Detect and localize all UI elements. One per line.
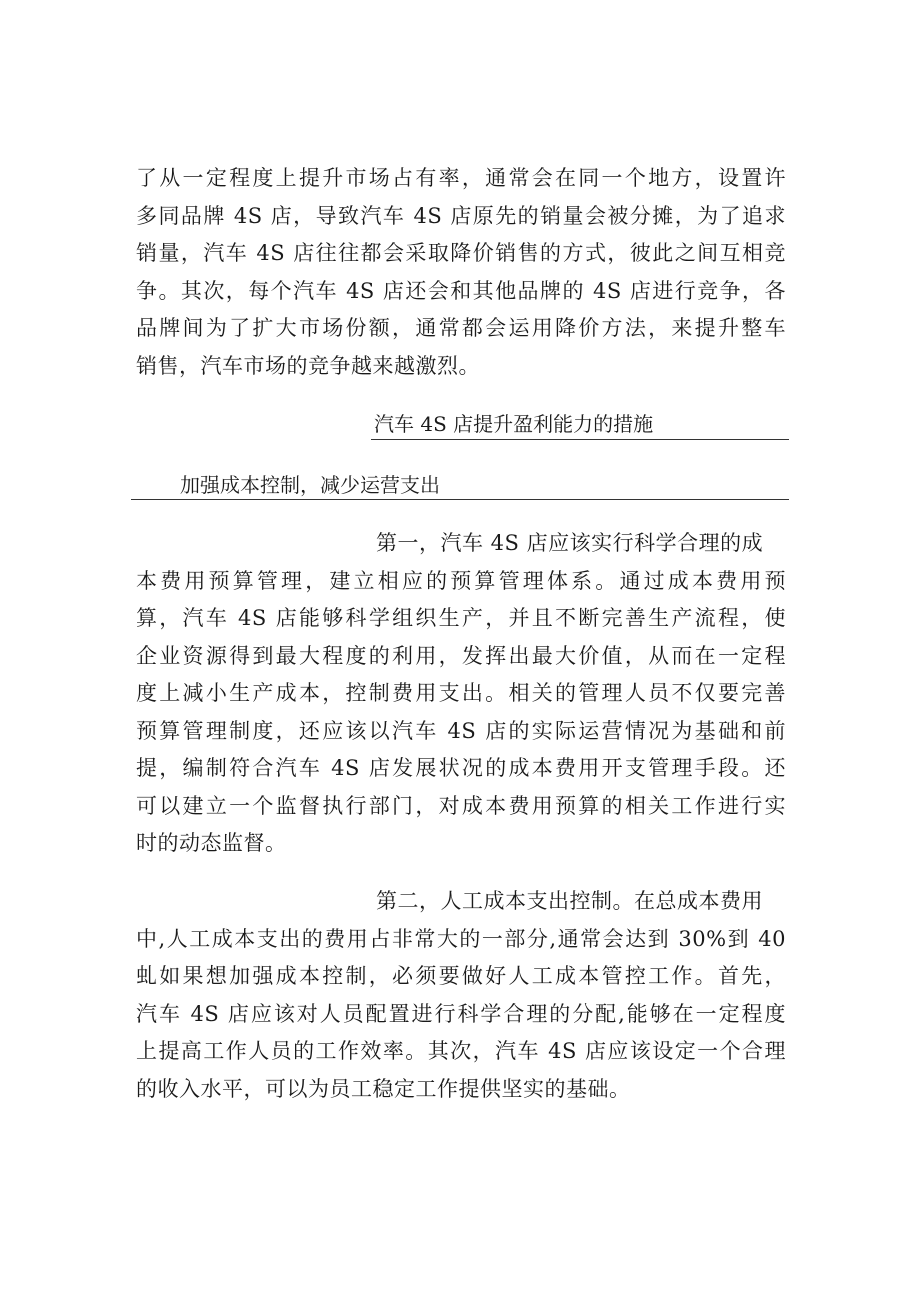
text-line: 第二，人工成本支出控制。在总成本费用 — [376, 889, 763, 913]
text-line: 度上减小生产成本，控制费用支出。相关的管理人员不仅要完善 — [136, 681, 786, 705]
text-line: 提，编制符合汽车 4S 店发展状况的成本费用开支管理手段。还 — [136, 756, 786, 780]
subsection-heading: 加强成本控制，减少运营支出 — [180, 473, 440, 497]
text-line: 上提高工作人员的工作效率。其次，汽车 4S 店应该设定一个合理 — [136, 1039, 786, 1063]
text-line: 争。其次，每个汽车 4S 店还会和其他品牌的 4S 店进行竞争，各 — [136, 279, 786, 303]
text-line: 销售，汽车市场的竞争越来越激烈。 — [136, 354, 480, 378]
text-line: 中,人工成本支出的费用占非常大的一部分,通常会达到 30%到 40 — [136, 927, 786, 951]
subheading-underline — [131, 499, 789, 500]
section-heading: 汽车 4S 店提升盈利能力的措施 — [374, 412, 654, 436]
text-line: 多同品牌 4S 店，导致汽车 4S 店原先的销量会被分摊，为了追求 — [136, 204, 786, 228]
text-line: 算，汽车 4S 店能够科学组织生产，并且不断完善生产流程，使 — [136, 606, 786, 630]
text-line: 第一，汽车 4S 店应该实行科学合理的成 — [376, 531, 764, 555]
text-line: 时的动态监督。 — [136, 831, 287, 855]
heading-underline — [371, 439, 789, 440]
text-line: 汽车 4S 店应该对人员配置进行科学合理的分配,能够在一定程度 — [136, 1002, 786, 1026]
text-line: 了从一定程度上提升市场占有率，通常会在同一个地方，设置许 — [136, 166, 786, 190]
text-line: 预算管理制度，还应该以汽车 4S 店的实际运营情况为基础和前 — [136, 719, 786, 743]
text-line: 销量，汽车 4S 店往往都会采取降价销售的方式，彼此之间互相竞 — [136, 241, 786, 265]
text-line: 品牌间为了扩大市场份额，通常都会运用降价方法，来提升整车 — [136, 316, 786, 340]
text-line: 虬如果想加强成本控制，必须要做好人工成本管控工作。首先， — [136, 964, 786, 988]
text-line: 企业资源得到最大程度的利用，发挥出最大价值，从而在一定程 — [136, 644, 786, 668]
text-line: 本费用预算管理，建立相应的预算管理体系。通过成本费用预 — [136, 569, 786, 593]
text-line: 的收入水平，可以为员工稳定工作提供坚实的基础。 — [136, 1077, 631, 1101]
text-line: 可以建立一个监督执行部门，对成本费用预算的相关工作进行实 — [136, 794, 786, 818]
